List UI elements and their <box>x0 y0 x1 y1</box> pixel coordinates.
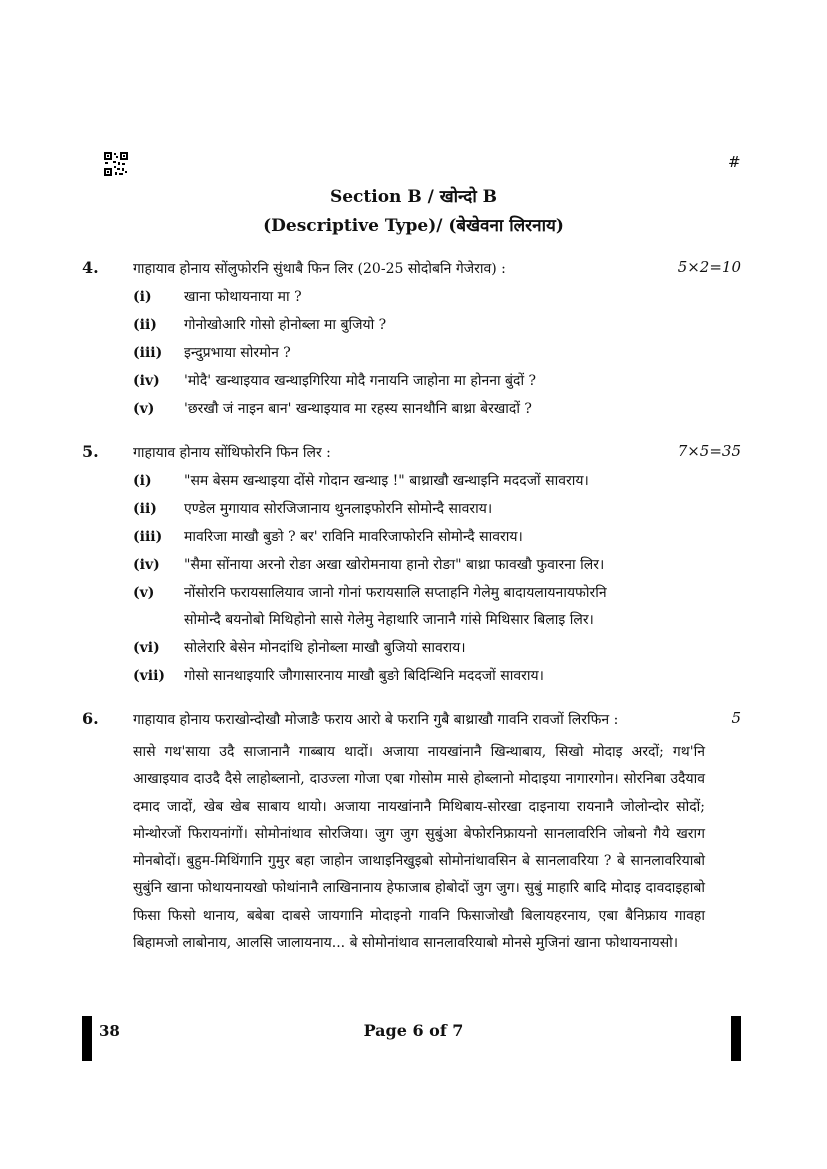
sub-question-continuation: सोमोन्दै बयनोबो मिथिहोनो सासे गेलेमु नेहाथारि जानानै गांसे मिथिसार बिलाइ लिर। <box>184 612 594 628</box>
sub-question-text: "सम बेसम खन्थाइया दोंसे गोदान खन्थाइ !" बाथ्राखौ खन्थाइनि मददजों सावराय। <box>184 473 589 489</box>
question-text: गाहायाव होनाय सोंलुफोरनि सुंथाबै फिन लिर (20-25 सोदोबनि गेजेराव) : <box>133 261 506 277</box>
sub-question <box>133 315 386 334</box>
comprehension-passage: सासे गथ'साया उदै साजानानै गाब्बाय थादों। अजाया नायखांनानै खिन्थाबाय, सिखो मोदाइ अरदों; गथ'नि आखाइयाव दाउदै दैसे लाहोब्लानो, दाउज्ला गोजा एबा गोसोम मासे होब्लानो मोदाइया नागारगोन। सोरनिबा उदैयाव दमाद जादों, खेब खेब साबाय थायो। अजाया नायखांनानै मिथिबाय-सोरखा दाइनाया रायनानै जोलोन्दोर सोदों; मोन्थोरजों फिरायनांगों। सोमोनांथाव सोरजिया। जुग जुग सुबुंआ बेफोरनिफ्रायनो सानलावरिनि जोबनो गैये खराग मोनबोदों। बुहुम-मिथिंगानि गुमुर बहा जाहोन जाथाइनिखुइबो सोमोनांथावसिन बे सानलावरिया ? बे सानलावरियाबो सुबुंनि खाना फोथायनायखो फोथांनानै लाखिनानाय हेफाजाब होबोदों जुग जुग। सुबुं माहारि बादि मोदाइ दावदाइहाबो फिसा फिसो थानाय, बबेबा दाबसे जायगानि मोदाइनो गावनि फिसाजोखौ बिलायहरनाय, एबा बैनिफ्राय गावहा बिहामजो लाबोनाय, आलसि जालायनाय... बे सोमोनांथाव सानलावरियाबो मोनसे मुजिनां खाना फोथायनायसो। <box>133 744 705 952</box>
sub-question <box>133 666 544 685</box>
sub-question-text: गोसो सानथाइयारि जौगासारनाय माखौ बुङो बिदिन्थिनि मददजों सावराय। <box>184 668 544 684</box>
sub-question-text: "सैमा सोंनाया अरनो रोङा अखा खोरोमनाया हानो रोङा" बाथ्रा फावखौ फुवारना लिर। <box>184 557 605 573</box>
sub-question-text: मावरिजा माखौ बुङो ? बर' राविनि मावरिजाफोरनि सोमोन्दै सावराय। <box>184 529 523 545</box>
page-number: Page 6 of 7 <box>363 1021 464 1040</box>
page-mark-hash: # <box>728 153 741 171</box>
sub-question-label: (v) <box>133 401 155 417</box>
section-title: Section B / खोन्दो B <box>329 187 498 207</box>
sub-question <box>133 555 604 574</box>
question-number: 4. <box>82 258 99 277</box>
sub-question <box>133 371 536 390</box>
sub-question-label: (vi) <box>133 640 160 656</box>
sub-question-text: सोलेरारि बेसेन मोनदांथि होनोब्ला माखौ बुजियो सावराय। <box>184 640 466 656</box>
sub-question-text: 'छरखौ जं नाइन बान' खन्थाइयाव मा रहस्य सानथौनि बाथ्रा बेरखादों ? <box>184 401 532 417</box>
question-marks: 5 <box>731 709 741 727</box>
sub-question <box>133 499 492 518</box>
sub-question-text: खाना फोथायनाया मा ? <box>184 289 302 305</box>
sub-question-label: (iii) <box>133 345 163 361</box>
sub-question-label: (iv) <box>133 373 160 389</box>
sub-question <box>133 399 532 418</box>
paper-code: 38 <box>99 1022 120 1040</box>
sub-question-text: 'मोदै' खन्थाइयाव खन्थाइगिरिया मोदै गनायनि जाहोना मा होनना बुंदों ? <box>184 373 537 389</box>
sub-question <box>133 638 466 657</box>
sub-question-text: गोनोखोआरि गोसो होनोब्ला मा बुजियो ? <box>184 317 387 333</box>
sub-question-label: (vii) <box>133 668 166 684</box>
sub-question <box>133 287 302 306</box>
sub-question <box>133 527 523 546</box>
sub-question-label: (ii) <box>133 501 157 517</box>
question-text: गाहायाव होनाय सोंथिफोरनि फिन लिर : <box>133 445 331 461</box>
sub-question-text: एण्डेल मुगायाव सोरजिजानाय थुनलाइफोरनि सोमोन्दै सावराय। <box>184 501 493 517</box>
question-number: 6. <box>82 709 99 728</box>
sub-question-label: (ii) <box>133 317 157 333</box>
question-text: गाहायाव होनाय फराखोन्दोखौ मोजाङै फराय आरो बे फरानि गुबै बाथ्राखौ गावनि रावजों लिरफिन : <box>133 712 619 728</box>
question-marks: 7×5=35 <box>677 442 741 460</box>
sub-question-label: (v) <box>133 585 155 601</box>
sub-question-label: (i) <box>133 473 152 489</box>
right-footer-bar <box>731 1016 741 1061</box>
sub-question-label: (iv) <box>133 557 160 573</box>
qr-code-icon <box>104 152 128 176</box>
sub-question <box>133 343 291 362</box>
question-number: 5. <box>82 442 99 461</box>
sub-question-label: (i) <box>133 289 152 305</box>
sub-question <box>133 583 607 602</box>
section-subtitle: (Descriptive Type)/ (बेखेवना लिरनाय) <box>263 216 564 236</box>
sub-question-text: नोंसोरनि फरायसालियाव जानो गोनां फरायसालि सप्ताहनि गेलेमु बादायलायनायफोरनि <box>184 585 607 601</box>
sub-question <box>133 471 589 490</box>
sub-question-text: इन्दुप्रभाया सोरमोन ? <box>184 345 291 361</box>
question-marks: 5×2=10 <box>677 258 741 276</box>
sub-question-label: (iii) <box>133 529 163 545</box>
